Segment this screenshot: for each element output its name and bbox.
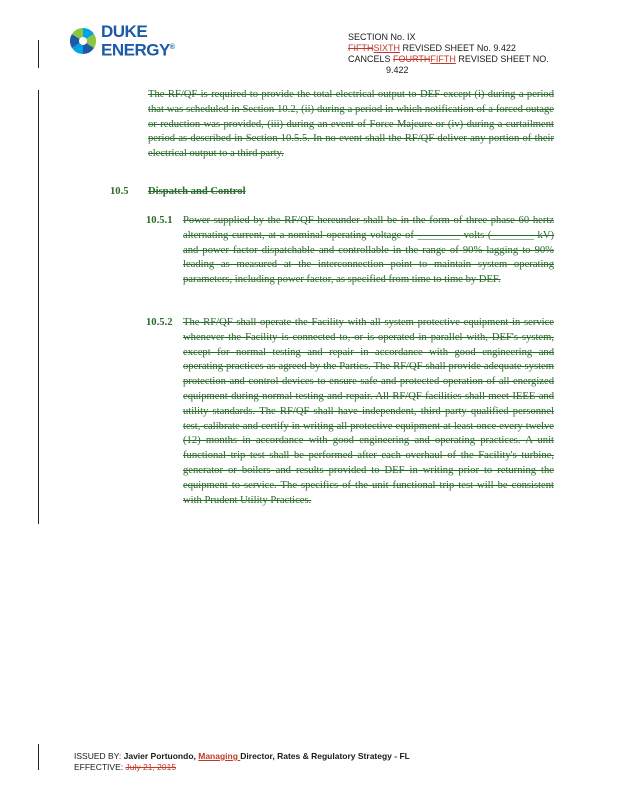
duke-energy-logo-icon bbox=[68, 26, 98, 56]
cancels-inserted: FIFTH bbox=[430, 54, 456, 64]
cancels-prefix: CANCELS bbox=[348, 54, 394, 64]
section-number: SECTION No. IX bbox=[348, 32, 416, 42]
sheet-line bbox=[348, 43, 588, 54]
sheet-inserted: SIXTH bbox=[373, 43, 401, 53]
issued-by-line bbox=[74, 751, 410, 762]
sheet-rest: REVISED SHEET No. 9.422 bbox=[400, 43, 516, 53]
change-bar-body bbox=[38, 90, 39, 524]
sheet-header bbox=[348, 32, 588, 76]
change-bar-top bbox=[38, 40, 39, 68]
subsection-number: 10.5.2 bbox=[146, 317, 173, 328]
change-bar-footer bbox=[38, 744, 39, 770]
subsection-text: Power supplied by the RF/QF hereunder shall be in the form of three-phase 60 hertz alternating current, at a nominal operating voltage of ________ volts (________ kV) and power factor dispatchable and controllable in the range of 90% lagging to 90% leading as measured at the interconnection point to maintain system operating parameters, including power factor, as specified from time to time by DEF. bbox=[183, 215, 554, 286]
subsection-text: The RF/QF shall operate the Facility with all system protective equipment in service whenever the Facility is connected to, or is operated in parallel with, DEF's system, except for normal testing and repair in accordance with good engineering and operating practices as agreed by the Parties. The RF/QF shall provide adequate system protection and control devices to ensure safe and protected operation of all energized equipment during normal testing and repair. All RF/QF facilities shall meet IEEE and utility standards. The RF/QF shall have independent, third party qualified personnel test, calibrate and certify in writing all protective equipment at least once every twelve (12) months in accordance with good engineering and operating practices. A unit functional trip test shall be performed after each overhaul of the Facility's turbine, generator or boilers and results provided to DEF in writing prior to returning the equipment to service. The specifics of the unit functional trip test will be consistent with Prudent Utility Practices. bbox=[183, 317, 554, 506]
subsection-number: 10.5.1 bbox=[146, 215, 173, 226]
effective-deleted-date: July 21, 2015 bbox=[125, 761, 177, 772]
effective-label: EFFECTIVE: bbox=[74, 761, 126, 772]
paragraph-output-requirement: The RF/QF is required to provide the total electrical output to DEF except (i) during a period that was scheduled in Section 10.2, (ii) during a period in which notification of a forced outage or reduction was provided, (iii) during an event of Force Majeure or (iv) during a curtailment period as described in Section 10.5.5. In no event shall the RF/QF deliver any portion of their electrical output to a third party. bbox=[148, 89, 554, 160]
page-footer bbox=[74, 751, 410, 772]
logo-line2: ENERGY bbox=[101, 40, 170, 60]
subsection-10-5-1 bbox=[146, 214, 554, 288]
issued-inserted: Managing bbox=[198, 751, 241, 761]
issued-title: Director, Rates & Regulatory Strategy - FL bbox=[240, 751, 410, 761]
heading-text: Dispatch and Control bbox=[148, 186, 246, 197]
heading-number: 10.5 bbox=[110, 186, 129, 197]
cancels-number: 9.422 bbox=[386, 65, 409, 75]
duke-energy-logo bbox=[68, 24, 174, 59]
logo-line1: DUKE bbox=[101, 22, 148, 41]
issued-name: Javier Portuondo, bbox=[123, 751, 199, 761]
logo-wordmark bbox=[101, 24, 174, 59]
cancels-deleted: FOURTH bbox=[393, 54, 431, 64]
section-heading bbox=[110, 186, 246, 197]
subsection-10-5-2 bbox=[146, 316, 554, 508]
sheet-deleted: FIFTH bbox=[348, 43, 374, 53]
issued-label: ISSUED BY: bbox=[74, 751, 124, 761]
cancels-rest: REVISED SHEET NO. bbox=[455, 54, 549, 64]
effective-line bbox=[74, 762, 410, 773]
logo-registered: ® bbox=[169, 44, 175, 51]
cancels-line bbox=[348, 54, 588, 65]
